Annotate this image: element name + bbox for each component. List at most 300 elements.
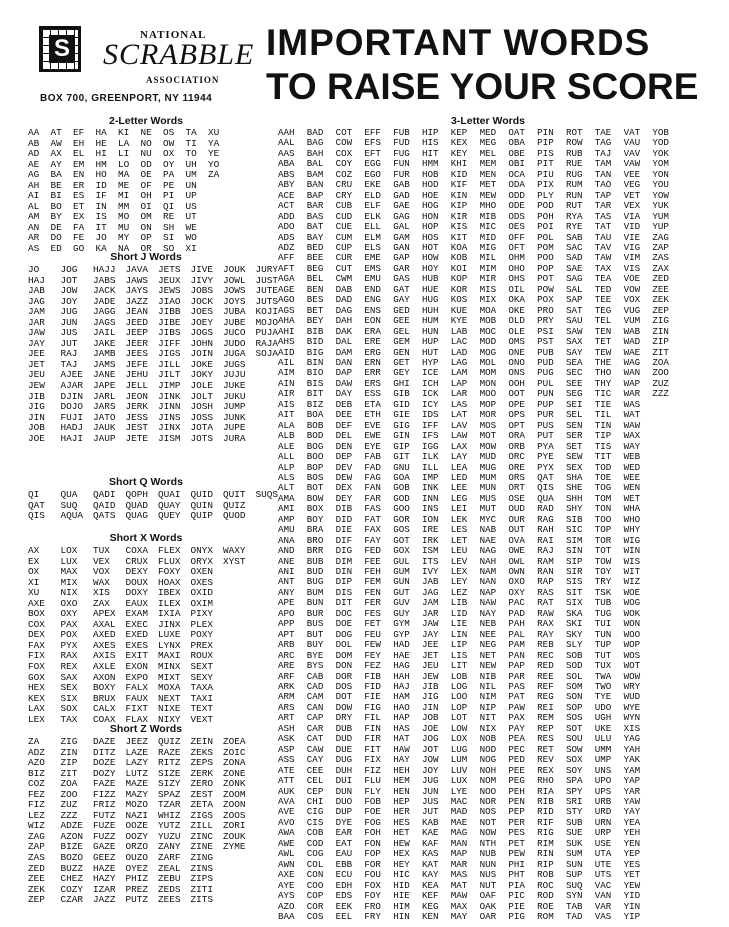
word-entry: SKI bbox=[565, 618, 583, 630]
word-entry: MOD bbox=[479, 336, 497, 348]
word-entry: CWM bbox=[335, 273, 353, 285]
word-entry: SOT bbox=[565, 722, 583, 734]
word-entry: BUY bbox=[306, 639, 324, 651]
word-entry: BYE bbox=[306, 649, 324, 661]
word-entry: DAZE bbox=[93, 736, 116, 747]
word-entry: ZEIN bbox=[190, 736, 214, 747]
word-entry: GIG bbox=[393, 419, 410, 431]
word-entry: ASH bbox=[278, 722, 295, 734]
word-entry: REM bbox=[537, 712, 554, 724]
word-entry: PIT bbox=[537, 158, 554, 170]
word-entry: JIGS bbox=[158, 348, 181, 360]
word-entry: MAS bbox=[450, 869, 468, 881]
word-entry: HEX bbox=[28, 682, 45, 694]
word-entry: SAG bbox=[565, 273, 583, 285]
word-entry: DEN bbox=[335, 440, 353, 452]
word-entry: SOX bbox=[565, 754, 583, 766]
word-entry: BOT bbox=[306, 482, 324, 494]
word-entry: JUDO bbox=[223, 337, 246, 349]
word-entry: IDS bbox=[421, 409, 439, 421]
word-entry: ROE bbox=[537, 900, 554, 912]
word-entry: LIP bbox=[450, 639, 468, 651]
word-entry: ZOON bbox=[223, 799, 246, 811]
word-entry: BUG bbox=[306, 576, 324, 588]
word-entry: WAB bbox=[623, 325, 641, 337]
short-z-title: Short Z Words bbox=[109, 723, 183, 735]
word-entry: XI bbox=[185, 243, 197, 255]
word-entry: DOL bbox=[335, 639, 353, 651]
word-entry: MO bbox=[118, 211, 130, 223]
word-entry: MET bbox=[479, 179, 497, 191]
word-entry: ORC bbox=[508, 451, 525, 463]
word-entry: HAY bbox=[393, 754, 410, 766]
word-entry: LUG bbox=[450, 743, 468, 755]
word-entry: WEE bbox=[623, 471, 641, 483]
word-entry: ELF bbox=[364, 200, 381, 212]
word-entry: NEB bbox=[479, 618, 497, 630]
word-entry: VIM bbox=[623, 252, 641, 264]
word-entry: FUN bbox=[393, 158, 410, 170]
word-entry: OPS bbox=[508, 409, 525, 421]
word-entry: MID bbox=[479, 231, 497, 243]
word-entry: SHY bbox=[565, 503, 583, 515]
word-entry: COR bbox=[306, 900, 324, 912]
word-entry: JARL bbox=[93, 390, 116, 402]
word-entry: SPA bbox=[565, 775, 583, 787]
word-entry: BUZZ bbox=[60, 862, 84, 874]
word-entry: MOO bbox=[479, 388, 497, 400]
word-entry: ZAS bbox=[28, 852, 45, 864]
word-entry: DID bbox=[335, 513, 353, 525]
word-entry: FAX bbox=[364, 524, 381, 536]
word-entry: NOH bbox=[479, 764, 497, 776]
word-entry: LAZY bbox=[125, 757, 149, 769]
word-entry: ISM bbox=[421, 545, 439, 557]
word-entry: ZINE bbox=[190, 841, 214, 853]
word-entry: HOG bbox=[421, 200, 439, 212]
word-entry: HO bbox=[95, 169, 107, 181]
word-entry: APE bbox=[278, 597, 295, 609]
word-entry: PEH bbox=[508, 785, 525, 797]
word-entry: SRI bbox=[565, 796, 583, 807]
word-entry: EXES bbox=[125, 639, 149, 651]
word-entry: AJEE bbox=[60, 369, 84, 381]
word-entry: ZIN bbox=[652, 325, 669, 337]
word-entry: ERN bbox=[364, 356, 381, 368]
word-entry: SAP bbox=[565, 294, 583, 306]
word-entry: TUI bbox=[594, 618, 612, 630]
word-entry: REX bbox=[537, 764, 554, 776]
word-entry: BAR bbox=[306, 200, 324, 212]
word-entry: TSK bbox=[594, 586, 612, 598]
word-entry: PET bbox=[508, 837, 525, 849]
word-entry: HUG bbox=[421, 294, 439, 306]
word-entry: JAW bbox=[28, 327, 45, 339]
word-entry: TAB bbox=[565, 900, 583, 912]
word-entry: BUN bbox=[306, 597, 324, 609]
word-entry: CRU bbox=[335, 179, 353, 191]
word-entry: ABY bbox=[278, 179, 295, 191]
word-entry: HEY bbox=[393, 858, 410, 870]
word-entry: AAS bbox=[278, 147, 295, 159]
word-entry: QUAY bbox=[158, 499, 181, 511]
word-entry: WIT bbox=[623, 566, 641, 578]
word-entry: EM bbox=[73, 158, 85, 170]
word-entry: OUR bbox=[508, 513, 525, 525]
word-entry: SAE bbox=[565, 262, 583, 274]
word-entry: BRR bbox=[306, 545, 324, 557]
word-entry: LAS bbox=[450, 398, 468, 410]
word-entry: JOUK bbox=[223, 264, 246, 275]
word-entry: WOO bbox=[623, 628, 641, 640]
word-entry: EXON bbox=[125, 661, 149, 673]
word-entry: NUB bbox=[479, 848, 497, 860]
word-entry: ZAG bbox=[28, 830, 45, 842]
word-entry: ARC bbox=[278, 649, 295, 661]
word-entry: WIN bbox=[623, 545, 641, 557]
word-entry: ELL bbox=[364, 221, 381, 233]
word-entry: WYE bbox=[623, 701, 641, 713]
word-entry: GEE bbox=[393, 315, 410, 327]
word-entry: LES bbox=[450, 524, 468, 536]
two-letter-title: 2-Letter Words bbox=[109, 115, 183, 127]
word-entry: FLY bbox=[364, 785, 381, 797]
word-entry: AXED bbox=[93, 629, 116, 641]
word-entry: ZAP bbox=[652, 241, 669, 253]
two-letter-grid bbox=[28, 128, 231, 255]
word-entry: AGS bbox=[278, 304, 295, 316]
word-entry: WOG bbox=[623, 597, 641, 609]
word-entry: PIP bbox=[537, 137, 554, 149]
word-entry: FIX bbox=[364, 754, 381, 766]
word-entry: MOA bbox=[479, 304, 497, 316]
word-entry: CZAR bbox=[60, 894, 84, 906]
word-entry: HOP bbox=[421, 221, 439, 233]
word-entry: INS bbox=[421, 503, 439, 515]
word-entry: LID bbox=[450, 607, 468, 619]
word-entry: BUB bbox=[306, 555, 324, 567]
word-entry: UNS bbox=[594, 764, 612, 776]
word-entry: LYE bbox=[450, 785, 468, 797]
word-entry: WIS bbox=[623, 555, 641, 567]
word-entry: OY bbox=[163, 158, 175, 170]
word-entry: VAN bbox=[594, 890, 612, 902]
word-entry: OWL bbox=[508, 555, 525, 567]
word-entry: SOB bbox=[565, 649, 583, 661]
word-entry: TEG bbox=[594, 304, 612, 316]
word-entry: XYST bbox=[223, 555, 246, 567]
word-entry: AIN bbox=[278, 377, 295, 389]
word-entry: GUM bbox=[393, 566, 410, 578]
word-entry: MIS bbox=[479, 283, 497, 295]
word-entry: ACE bbox=[278, 189, 295, 201]
word-entry: EXEC bbox=[125, 618, 149, 630]
word-entry: PIS bbox=[537, 147, 554, 159]
word-entry: HA bbox=[95, 127, 107, 138]
word-entry: BIT bbox=[306, 388, 324, 400]
word-entry: POW bbox=[537, 283, 554, 295]
word-entry: PREX bbox=[190, 639, 214, 651]
word-entry: WAP bbox=[623, 377, 641, 389]
word-entry: JOW bbox=[60, 285, 78, 297]
word-entry: FRY bbox=[364, 910, 381, 922]
word-entry: JIBB bbox=[158, 306, 181, 318]
word-entry: NIL bbox=[479, 681, 497, 693]
word-entry: GUT bbox=[393, 586, 410, 598]
word-entry: PEN bbox=[508, 796, 525, 807]
word-entry: WIZ bbox=[28, 820, 45, 832]
word-entry: ODA bbox=[508, 179, 525, 191]
word-entry: HAG bbox=[393, 660, 410, 672]
word-entry: ZEE bbox=[652, 283, 669, 295]
word-entry: JEAN bbox=[125, 306, 149, 318]
word-entry: JET bbox=[421, 649, 439, 661]
word-entry: TRY bbox=[594, 576, 612, 588]
word-entry: ANI bbox=[278, 566, 295, 578]
word-entry: AGO bbox=[278, 294, 295, 306]
word-entry: YAW bbox=[623, 796, 641, 807]
word-entry: ZOA bbox=[60, 778, 78, 790]
word-entry: MOT bbox=[479, 430, 497, 442]
word-entry: ZA bbox=[28, 736, 40, 747]
word-entry: HAZY bbox=[93, 873, 116, 885]
word-entry: BE bbox=[50, 179, 62, 191]
word-entry: CAY bbox=[306, 754, 324, 766]
word-entry: MAE bbox=[450, 816, 468, 828]
word-entry: TUG bbox=[594, 607, 612, 619]
word-entry: WIZ bbox=[623, 576, 641, 588]
word-entry: NOB bbox=[479, 733, 497, 745]
word-entry: MINX bbox=[158, 661, 181, 673]
word-entry: TAX bbox=[60, 713, 78, 725]
word-entry: DEY bbox=[335, 492, 353, 504]
word-entry: TYE bbox=[594, 691, 612, 703]
word-entry: ILK bbox=[421, 451, 439, 463]
word-entry: NIM bbox=[479, 691, 497, 703]
word-entry: CALX bbox=[93, 703, 116, 715]
word-entry: MOR bbox=[479, 409, 497, 421]
word-entry: PI bbox=[163, 190, 175, 202]
word-entry: FAS bbox=[364, 503, 381, 515]
word-entry: JEWS bbox=[158, 285, 181, 297]
word-entry: DAH bbox=[335, 315, 353, 327]
word-entry: QUID bbox=[190, 489, 214, 500]
word-entry: FOX bbox=[364, 879, 381, 891]
word-entry: SOS bbox=[565, 712, 583, 724]
word-entry: ELM bbox=[364, 231, 381, 243]
word-entry: MY bbox=[118, 232, 130, 244]
word-entry: LO bbox=[118, 158, 130, 170]
word-entry: LEV bbox=[450, 555, 468, 567]
word-entry: MUG bbox=[479, 461, 497, 473]
word-entry: ROT bbox=[565, 127, 583, 138]
word-entry: RAY bbox=[537, 628, 554, 640]
word-entry: MIB bbox=[479, 210, 497, 222]
word-entry: EYE bbox=[364, 440, 381, 452]
word-entry: JIFF bbox=[158, 337, 181, 349]
word-entry: TEN bbox=[594, 325, 612, 337]
word-entry: OXY bbox=[508, 586, 525, 598]
word-entry: FAR bbox=[364, 492, 381, 504]
word-entry: ARM bbox=[278, 691, 295, 703]
word-entry: OCA bbox=[508, 168, 525, 180]
word-entry: ROC bbox=[537, 879, 554, 891]
word-entry: DUD bbox=[335, 733, 353, 745]
word-entry: JAG bbox=[421, 586, 439, 598]
word-entry: LUX bbox=[450, 775, 468, 787]
word-entry: RAJ bbox=[60, 348, 78, 360]
word-entry: PAW bbox=[508, 701, 525, 713]
word-entry: ZEE bbox=[28, 873, 45, 885]
word-entry: AM bbox=[28, 211, 40, 223]
word-entry: PRY bbox=[537, 315, 554, 327]
word-entry: ALP bbox=[278, 461, 295, 473]
word-entry: WON bbox=[623, 618, 641, 630]
word-entry: DIG bbox=[335, 545, 353, 557]
word-entry: LOW bbox=[450, 722, 468, 734]
word-entry: MA bbox=[118, 169, 130, 181]
word-entry: LEX bbox=[28, 713, 45, 725]
word-entry: ZAX bbox=[652, 262, 669, 274]
word-entry: HET bbox=[393, 827, 410, 839]
word-entry: NAN bbox=[479, 576, 497, 588]
word-entry: TAD bbox=[565, 910, 583, 922]
word-entry: FIZZ bbox=[93, 788, 116, 800]
word-entry: DOM bbox=[335, 649, 353, 661]
word-entry: CUB bbox=[335, 200, 353, 212]
word-entry: EGG bbox=[364, 158, 381, 170]
word-entry: AS bbox=[28, 243, 40, 255]
word-entry: ONO bbox=[508, 356, 525, 368]
word-entry: BRUX bbox=[93, 692, 116, 704]
word-entry: TWO bbox=[594, 681, 612, 693]
word-entry: CIS bbox=[306, 816, 324, 828]
word-entry: ICE bbox=[421, 367, 439, 379]
word-entry: OAK bbox=[479, 900, 497, 912]
word-entry: TOE bbox=[594, 471, 612, 483]
word-entry: OXO bbox=[508, 576, 525, 588]
word-entry: IZAR bbox=[93, 883, 116, 895]
word-entry: HUM bbox=[421, 315, 439, 327]
word-entry: ERE bbox=[364, 336, 381, 348]
word-entry: DOG bbox=[335, 628, 353, 640]
word-entry: LOX bbox=[450, 733, 468, 745]
word-entry: EX bbox=[73, 211, 85, 223]
word-entry: QUA bbox=[60, 489, 78, 500]
short-q-grid bbox=[28, 490, 288, 522]
word-entry: LEZ bbox=[450, 586, 468, 598]
word-entry: FAT bbox=[364, 513, 381, 525]
word-entry: IF bbox=[95, 190, 107, 202]
word-entry: FON bbox=[364, 837, 381, 849]
word-entry: ITS bbox=[421, 555, 439, 567]
word-entry: GAR bbox=[393, 262, 410, 274]
word-entry: GET bbox=[393, 356, 410, 368]
word-entry: ASP bbox=[278, 743, 295, 755]
word-entry: JIVY bbox=[190, 274, 214, 286]
word-entry: NOD bbox=[479, 743, 497, 755]
word-entry: AIS bbox=[278, 398, 295, 410]
word-entry: ZEAL bbox=[158, 862, 181, 874]
word-entry: JUGA bbox=[223, 348, 246, 360]
word-entry: NOW bbox=[479, 827, 497, 839]
word-entry: PAM bbox=[508, 639, 525, 651]
word-entry: JAM bbox=[28, 306, 45, 318]
word-entry: ION bbox=[421, 513, 439, 525]
word-entry: ZUZ bbox=[652, 377, 669, 389]
word-entry: WOS bbox=[623, 649, 641, 661]
word-entry: WEB bbox=[623, 451, 641, 463]
word-entry: DUB bbox=[335, 722, 353, 734]
word-entry: SOM bbox=[565, 681, 583, 693]
word-entry: BAG bbox=[306, 137, 324, 149]
word-entry: ORYX bbox=[190, 555, 214, 567]
word-entry: DYE bbox=[335, 816, 353, 828]
word-entry: YOM bbox=[652, 158, 669, 170]
word-entry: OBA bbox=[508, 137, 525, 149]
word-entry: MOP bbox=[479, 398, 497, 410]
word-entry: AA bbox=[28, 127, 40, 138]
word-entry: JET bbox=[28, 358, 45, 370]
word-entry: ONS bbox=[508, 367, 525, 379]
word-entry: COZ bbox=[335, 168, 353, 180]
word-entry: CUD bbox=[335, 210, 353, 222]
word-entry: VAV bbox=[623, 147, 641, 159]
word-entry: ANE bbox=[278, 555, 295, 567]
word-entry: GUY bbox=[393, 607, 410, 619]
word-entry: FLUX bbox=[158, 555, 181, 567]
word-entry: JEON bbox=[125, 390, 149, 402]
word-entry: YE bbox=[208, 148, 220, 160]
word-entry: FIZ bbox=[28, 799, 45, 811]
word-entry: MAXI bbox=[158, 650, 181, 662]
word-entry: AG bbox=[28, 169, 40, 181]
word-entry: NUN bbox=[479, 858, 497, 870]
word-entry: JEED bbox=[125, 316, 149, 328]
word-entry: AWA bbox=[278, 827, 295, 839]
word-entry: PAP bbox=[508, 660, 525, 672]
word-entry: JUKE bbox=[223, 380, 246, 392]
word-entry: HOS bbox=[421, 231, 439, 243]
word-entry: AWN bbox=[278, 858, 295, 870]
word-entry: OOZY bbox=[125, 830, 149, 842]
word-entry: WIG bbox=[623, 534, 641, 546]
word-entry: MAD bbox=[450, 806, 468, 818]
word-entry: EH bbox=[73, 137, 85, 149]
word-entry: MOB bbox=[479, 315, 497, 327]
word-entry: RUN bbox=[565, 189, 583, 201]
word-entry: PAS bbox=[508, 681, 525, 693]
word-entry: JUG bbox=[421, 775, 439, 787]
word-entry: LUTZ bbox=[125, 767, 149, 779]
word-entry: FIX bbox=[28, 650, 45, 662]
word-entry: ORS bbox=[508, 471, 525, 483]
word-entry: ESS bbox=[364, 388, 381, 400]
word-entry: MIX bbox=[60, 576, 78, 588]
word-entry: KOP bbox=[450, 273, 468, 285]
word-entry: HAJ bbox=[28, 274, 45, 286]
word-entry: ZONA bbox=[223, 757, 246, 769]
word-entry: HAJ bbox=[393, 681, 410, 693]
word-entry: OHM bbox=[508, 252, 525, 264]
word-entry: UDO bbox=[594, 701, 612, 713]
word-entry: PEC bbox=[508, 743, 525, 755]
word-entry: WHIZ bbox=[158, 809, 181, 821]
word-entry: ZIT bbox=[652, 346, 669, 358]
word-entry: SIZY bbox=[158, 778, 181, 790]
word-entry: DIP bbox=[335, 576, 353, 588]
word-entry: GAG bbox=[393, 210, 410, 222]
